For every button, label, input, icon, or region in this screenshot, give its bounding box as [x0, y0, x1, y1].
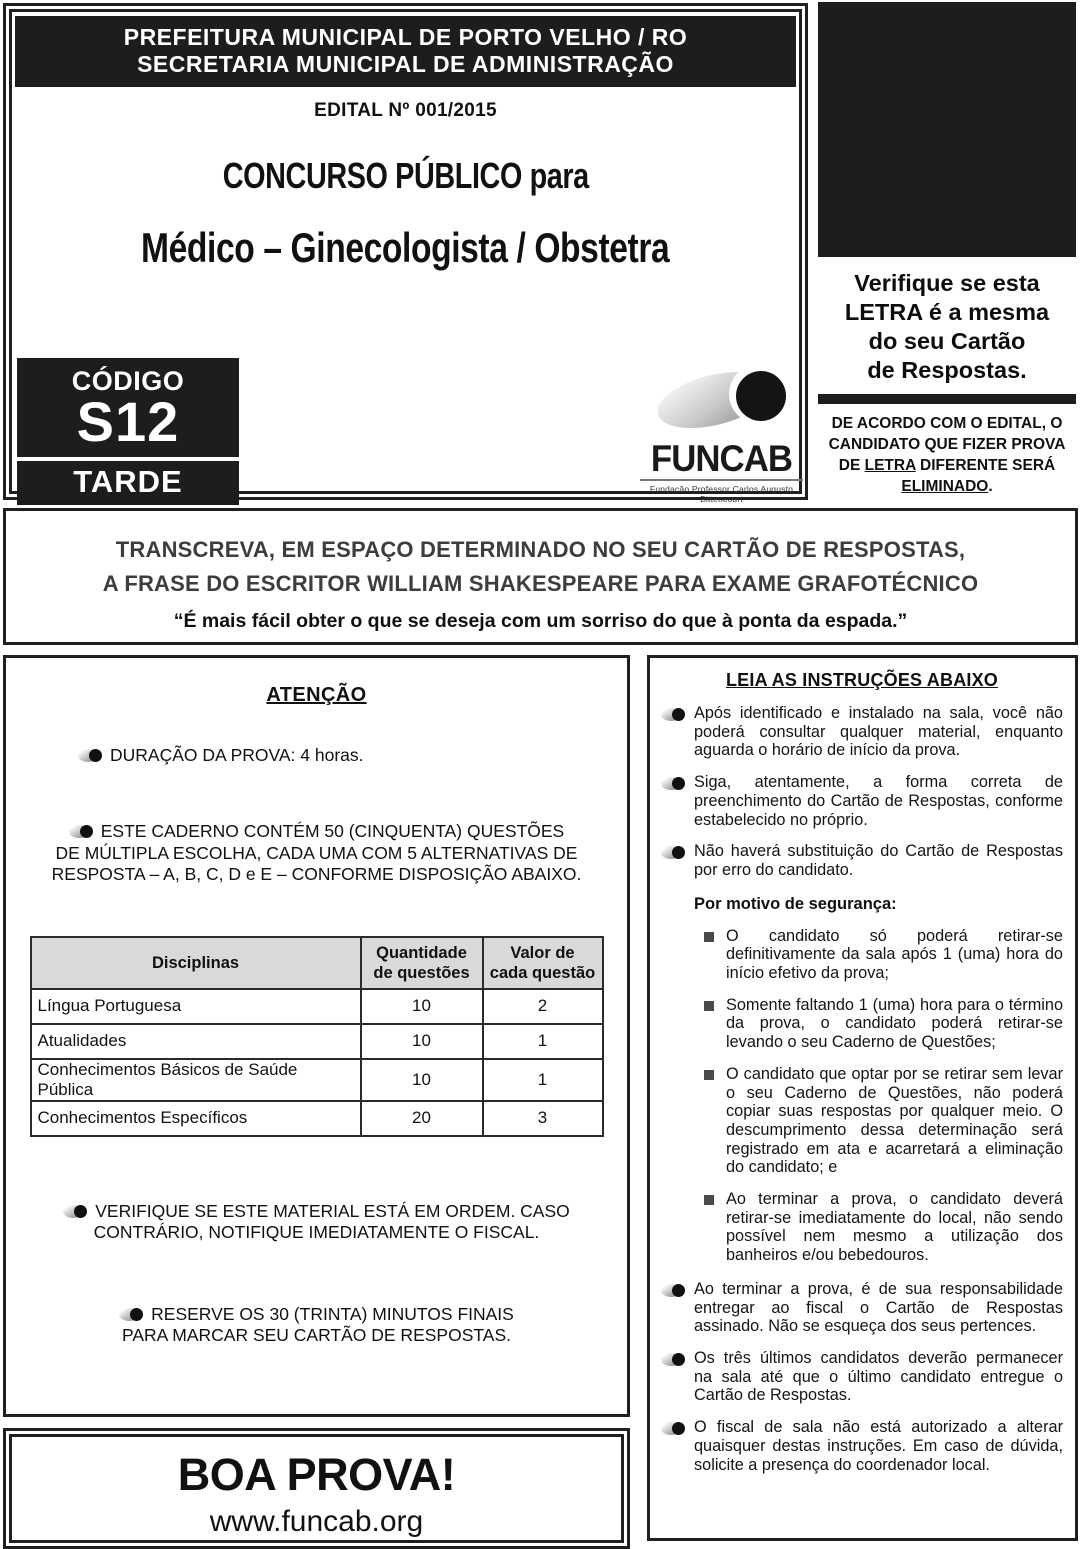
funcab-logo — [634, 360, 809, 504]
caderno-line-1-text: ESTE CADERNO CONTÉM 50 (CINQUENTA) QUESTÕES — [100, 821, 565, 841]
letter-verify-text — [818, 269, 1076, 385]
verifique-bullet — [6, 1201, 627, 1244]
warning-part-1: DE ACORDO COM O EDITAL, O CANDIDATO QUE FIZER PROVA DE — [828, 415, 1066, 474]
funcab-sphere-icon — [661, 1283, 685, 1298]
table-cell: 3 — [483, 1101, 603, 1136]
codigo-turno: TARDE — [17, 461, 239, 505]
reserve-line-2: PARA MARCAR SEU CARTÃO DE RESPOSTAS. — [122, 1325, 511, 1345]
letter-divider — [818, 394, 1076, 404]
security-item — [704, 996, 1063, 1052]
transcreva-line-2: A FRASE DO ESCRITOR WILLIAM SHAKESPEARE PARA EXAME GRAFOTÉCNICO — [102, 571, 979, 596]
table-header-row — [31, 937, 603, 989]
table-header-quantidade: Quantidade de questões — [361, 937, 483, 989]
funcab-rule — [640, 479, 803, 481]
funcab-sphere-icon — [63, 1204, 87, 1219]
top-main-box — [3, 3, 808, 504]
reserve-bullet — [6, 1304, 627, 1347]
instruction-text: Os três últimos candidatos deverão permanecer na sala até que o último candidato entregue o Cartão de Respostas. — [694, 1348, 1063, 1405]
top-main-box-inner — [9, 9, 802, 504]
square-bullet-icon — [704, 1001, 714, 1011]
atencao-title: ATENÇÃO — [266, 684, 367, 706]
concurso-title — [12, 155, 799, 197]
table-header-disciplinas: Disciplinas — [31, 937, 361, 989]
square-bullet-icon — [704, 1070, 714, 1080]
shakespeare-quote: “É mais fácil obter o que se deseja com um sorriso do que à ponta da espada.” — [173, 610, 908, 632]
codigo-top — [17, 358, 239, 457]
boa-prova-title: BOA PROVA! — [177, 1449, 456, 1500]
codigo-label: CÓDIGO — [71, 366, 185, 396]
verify-line-2: LETRA é a mesma — [844, 299, 1050, 325]
transcreva-box — [3, 508, 1078, 645]
warning-part-3: . — [988, 478, 993, 495]
instruction-item — [661, 773, 1063, 829]
duracao-bullet — [78, 745, 627, 766]
instruction-item — [661, 1349, 1063, 1405]
security-title: Por motivo de segurança: — [694, 894, 897, 913]
verifique-line-1 — [6, 1201, 627, 1223]
table-row — [31, 1101, 603, 1136]
table-header-valor: Valor de cada questão — [483, 937, 603, 989]
funcab-wordmark: FUNCAB — [650, 438, 793, 479]
instruction-item — [661, 704, 1063, 760]
table-cell: 10 — [361, 1024, 483, 1059]
instruction-item — [661, 1280, 1063, 1336]
org-line-2: SECRETARIA MUNICIPAL DE ADMINISTRAÇÃO — [137, 51, 674, 77]
codigo-box — [17, 358, 239, 505]
funcab-sphere-icon — [78, 748, 102, 763]
letter-panel — [818, 2, 1076, 497]
instrucoes-box — [647, 655, 1078, 1541]
concurso-title-text: CONCURSO PÚBLICO para — [222, 155, 589, 196]
square-bullet-icon — [704, 932, 714, 942]
funcab-sphere-icon — [119, 1307, 143, 1322]
table-cell: Conhecimentos Básicos de Saúde Pública — [31, 1059, 361, 1101]
table-cell: 20 — [361, 1101, 483, 1136]
verify-line-4: de Respostas. — [867, 357, 1027, 383]
instruction-text: O fiscal de sala não está autorizado a alterar quaisquer destas instruções. Em caso de dúvida, solicite a presença do coordenador local. — [694, 1418, 1063, 1474]
instrucoes-title: LEIA AS INSTRUÇÕES ABAIXO — [725, 670, 999, 690]
caderno-line-3: RESPOSTA – A, B, C, D e E – CONFORME DISPOSIÇÃO ABAIXO. — [51, 864, 582, 884]
table-cell: Língua Portuguesa — [31, 989, 361, 1024]
warning-eliminado: ELIMINADO — [901, 478, 989, 495]
reserve-line-1-text: RESERVE OS 30 (TRINTA) MINUTOS FINAIS — [151, 1303, 514, 1324]
instruction-text: Ao terminar a prova, é de sua responsabilidade entregar ao fiscal o Cartão de Respostas assinado. Não se esqueça dos seus pertences. — [694, 1279, 1063, 1336]
funcab-url: www.funcab.org — [209, 1505, 424, 1538]
table-row — [31, 1024, 603, 1059]
table-cell: 10 — [361, 989, 483, 1024]
org-banner — [15, 16, 796, 87]
instruction-text: Após identificado e instalado na sala, você não poderá consultar qualquer material, enquanto aguarda o horário de início da prova. — [694, 704, 1063, 760]
instruction-item — [661, 842, 1063, 879]
cargo-title — [12, 224, 799, 272]
table-row — [31, 1059, 603, 1101]
instruction-text: Não haverá substituição do Cartão de Respostas por erro do candidato. — [694, 842, 1063, 879]
codigo-value: S12 — [76, 390, 180, 453]
table-cell: 10 — [361, 1059, 483, 1101]
funcab-tagline: Fundação Professor Carlos Augusto Bittencourt — [649, 484, 794, 504]
letter-warning — [818, 413, 1076, 497]
edital-number: EDITAL Nº 001/2015 — [314, 100, 497, 121]
security-item — [704, 927, 1063, 983]
warning-letra: LETRA — [864, 457, 916, 474]
funcab-sphere-icon — [69, 824, 93, 839]
funcab-sphere-icon — [661, 1421, 685, 1436]
instruction-item — [661, 1418, 1063, 1474]
table-cell: 1 — [483, 1024, 603, 1059]
atencao-box — [3, 655, 630, 1417]
verify-line-3: do seu Cartão — [868, 328, 1026, 354]
funcab-sphere-icon — [661, 776, 685, 791]
security-text: Somente faltando 1 (uma) hora para o término da prova, o candidato poderá retirar-se levando o seu Caderno de Questões; — [726, 995, 1063, 1052]
boa-prova-box — [3, 1428, 630, 1549]
security-item — [704, 1190, 1063, 1265]
caderno-line-1 — [6, 821, 627, 843]
caderno-bullet — [6, 821, 627, 886]
square-bullet-icon — [704, 1195, 714, 1205]
transcreva-line-1: TRANSCREVA, EM ESPAÇO DETERMINADO NO SEU CARTÃO DE RESPOSTAS, — [115, 537, 966, 562]
table-cell: Atualidades — [31, 1024, 361, 1059]
security-text: O candidato só poderá retirar-se definitivamente da sala após 1 (uma) hora do início efetivo da prova; — [726, 926, 1063, 983]
instruction-text: Siga, atentamente, a forma correta de preenchimento do Cartão de Respostas, conforme estabelecido no próprio. — [694, 773, 1063, 829]
org-line-1: PREFEITURA MUNICIPAL DE PORTO VELHO / RO — [123, 24, 688, 50]
reserve-line-1 — [6, 1304, 627, 1326]
verifique-line-2: CONTRÁRIO, NOTIFIQUE IMEDIATAMENTE O FISCAL. — [93, 1222, 540, 1242]
security-text: Ao terminar a prova, o candidato deverá retirar-se imediatamente do local, não sendo possível nem mesmo a utilização dos banheiros e/ou bebedouros. — [726, 1190, 1063, 1265]
funcab-sphere-icon — [661, 845, 685, 860]
caderno-line-2: DE MÚLTIPLA ESCOLHA, CADA UMA COM 5 ALTERNATIVAS DE — [55, 842, 578, 863]
table-row — [31, 989, 603, 1024]
funcab-logo-icon — [642, 360, 802, 436]
table-cell: 2 — [483, 989, 603, 1024]
funcab-sphere-icon — [661, 1352, 685, 1367]
funcab-sphere-icon — [661, 707, 685, 722]
cargo-title-text: Médico – Ginecologista / Obstetra — [141, 224, 670, 271]
table-cell: 1 — [483, 1059, 603, 1101]
security-text: O candidato que optar por se retirar sem levar o seu Caderno de Questões, não poderá copiar suas respostas por qualquer meio. O descumprimento dessa determinação será registrado em ata e acarretará a eliminação do candidato; e — [726, 1064, 1063, 1177]
warning-part-2: DIFERENTE SERÁ — [915, 457, 1056, 474]
verifique-line-1-text: VERIFIQUE SE ESTE MATERIAL ESTÁ EM ORDEM. CASO — [95, 1200, 570, 1221]
verify-line-1: Verifique se esta — [854, 270, 1040, 296]
security-item — [704, 1065, 1063, 1177]
table-cell: Conhecimentos Específicos — [31, 1101, 361, 1136]
disciplinas-table — [30, 936, 604, 1137]
boa-prova-box-inner — [9, 1434, 624, 1543]
letter-box — [818, 2, 1076, 257]
duracao-text: DURAÇÃO DA PROVA: 4 horas. — [110, 745, 364, 765]
